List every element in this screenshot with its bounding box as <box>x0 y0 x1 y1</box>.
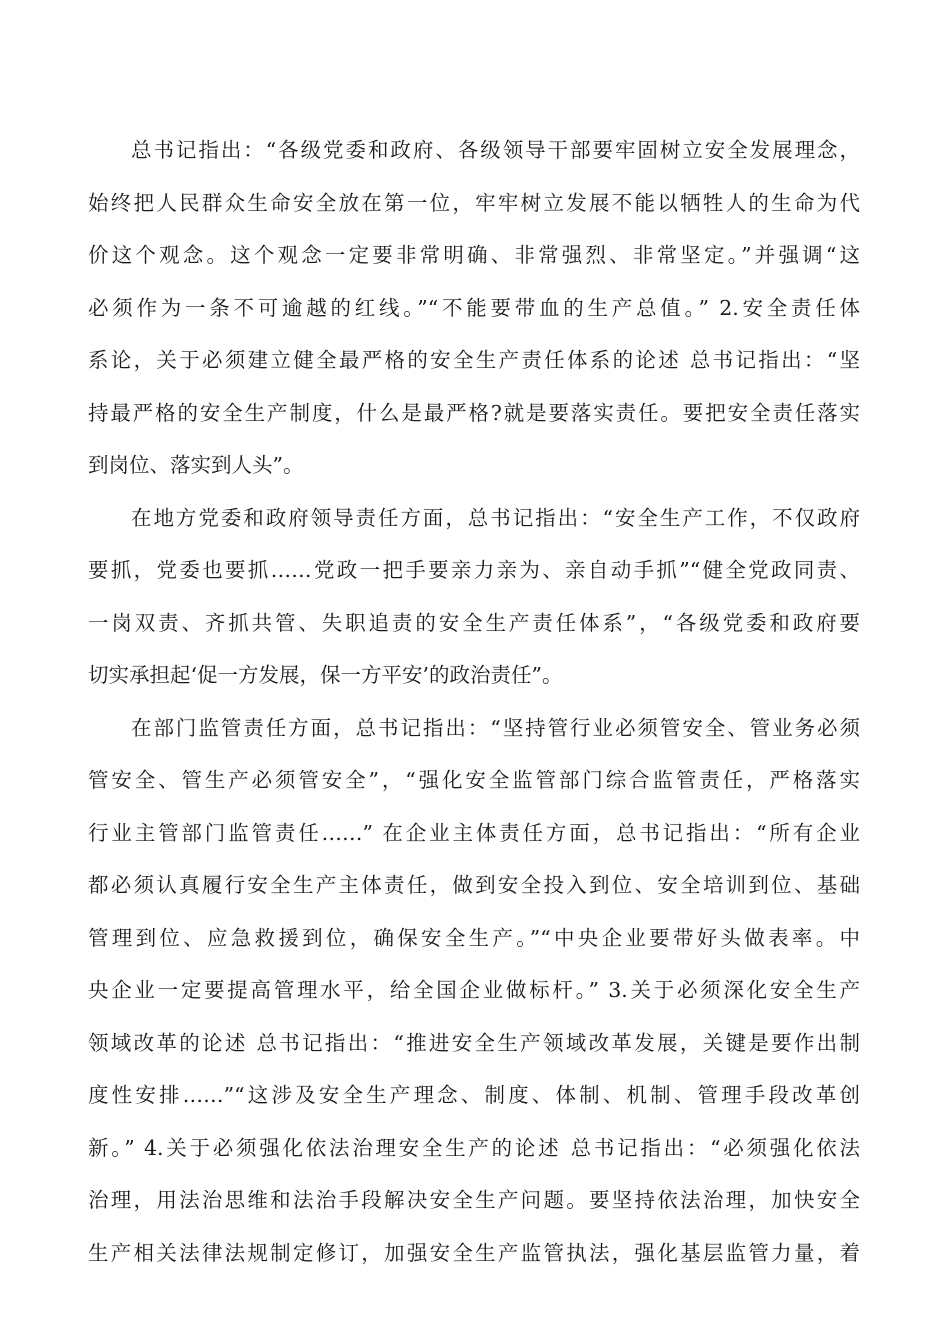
text-line: 系论，关于必须建立健全最严格的安全生产责任体系的论述 总书记指出：“坚 <box>88 348 860 372</box>
text-line: 始终把人民群众生命安全放在第一位，牢牢树立发展不能以牺牲人的生命为代 <box>88 190 860 215</box>
text-line: 度性安排……”“这涉及安全生产理念、制度、体制、机制、管理手段改革创 <box>88 1083 860 1107</box>
text-line: 在部门监管责任方面，总书记指出：“坚持管行业必须管安全、管业务必须 <box>131 715 860 740</box>
text-line: 持最严格的安全生产制度，什么是最严格?就是要落实责任。要把安全责任落实 <box>88 400 860 425</box>
text-line: 央企业一定要提高管理水平，给全国企业做标杆。” 3.关于必须深化安全生产 <box>88 978 860 1002</box>
text-line: 新。” 4.关于必须强化依法治理安全生产的论述 总书记指出：“必须强化依法 <box>88 1135 860 1160</box>
text-line: 管理到位、应急救援到位，确保安全生产。”“中央企业要带好头做表率。中 <box>88 925 860 950</box>
text-line: 都必须认真履行安全生产主体责任，做到安全投入到位、安全培训到位、基础 <box>88 873 860 897</box>
text-line: 行业主管部门监管责任……” 在企业主体责任方面，总书记指出：“所有企业 <box>88 820 860 845</box>
document-body <box>88 124 860 1279</box>
text-line: 管安全、管生产必须管安全”，“强化安全监管部门综合监管责任，严格落实 <box>88 768 860 792</box>
text-line: 价这个观念。这个观念一定要非常明确、非常强烈、非常坚定。”并强调“这 <box>88 243 860 267</box>
text-line: 到岗位、落实到人头”。 <box>88 453 304 477</box>
text-line: 必须作为一条不可逾越的红线。”“不能要带血的生产总值。” 2.安全责任体 <box>88 295 860 320</box>
text-line: 一岗双责、齐抓共管、失职追责的安全生产责任体系”，“各级党委和政府要 <box>88 610 860 635</box>
text-line: 生产相关法律法规制定修订，加强安全生产监管执法，强化基层监管力量，着 <box>88 1240 860 1265</box>
text-line: 领域改革的论述 总书记指出：“推进安全生产领域改革发展，关键是要作出制 <box>88 1030 860 1055</box>
text-line: 要抓，党委也要抓……党政一把手要亲力亲为、亲自动手抓”“健全党政同责、 <box>88 558 860 582</box>
text-line: 在地方党委和政府领导责任方面，总书记指出：“安全生产工作，不仅政府 <box>131 505 860 530</box>
text-line: 治理，用法治思维和法治手段解决安全生产问题。要坚持依法治理，加快安全 <box>88 1188 860 1212</box>
text-line: 切实承担起‘促一方发展，保一方平安’的政治责任”。 <box>88 663 563 687</box>
text-line: 总书记指出：“各级党委和政府、各级领导干部要牢固树立安全发展理念， <box>131 138 860 162</box>
